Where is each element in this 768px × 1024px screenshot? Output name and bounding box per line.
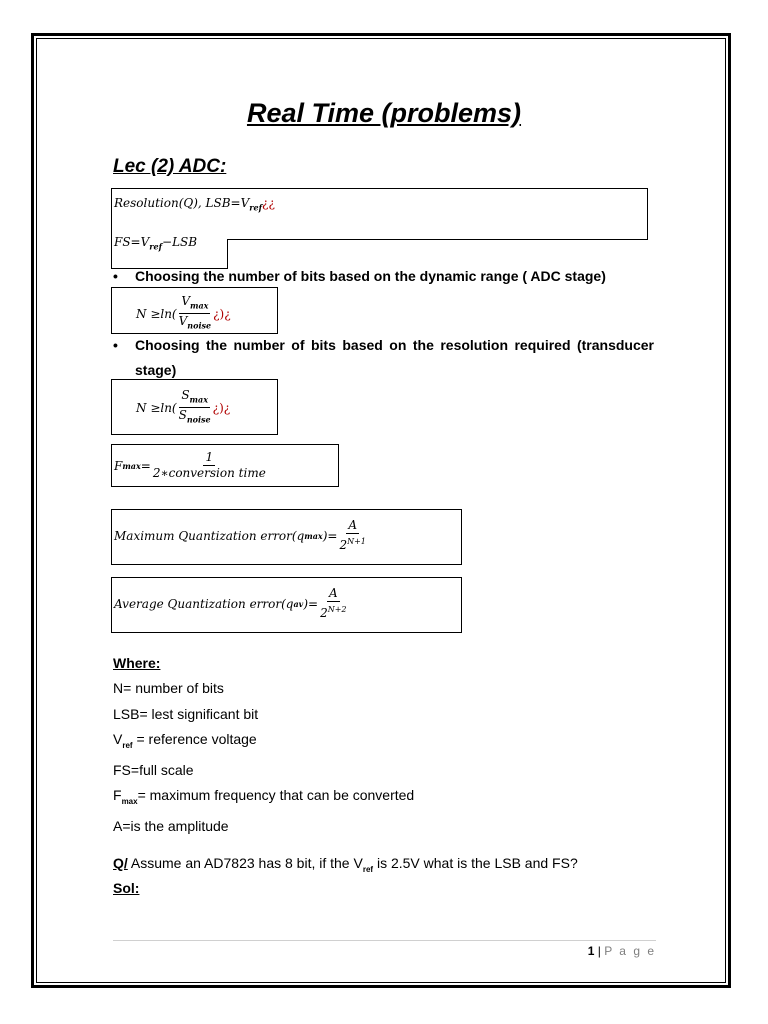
definition-item: LSB= lest significant bit xyxy=(113,705,259,722)
n-dynamic-formula: N ≥ln( $\frac{V_{max}}{V_{noise}}$ ¿)¿ xyxy=(136,294,231,331)
footer-divider xyxy=(113,940,656,941)
fmax-formula-box xyxy=(111,444,339,487)
avg-quantization-error-formula: Average Quantization error ( q av ) = $\frac{A}{2^{N+2}}$ xyxy=(114,586,347,620)
definitions-list xyxy=(113,651,414,840)
resolution-formula-box xyxy=(111,188,648,240)
definitions-heading: Where: xyxy=(113,655,161,671)
page-number: 1 xyxy=(587,944,595,958)
page-footer: 1 | P a g e xyxy=(587,944,656,958)
bullet-dynamic-range xyxy=(113,264,654,289)
fs-formula: $FS=V_{ref}-LSB$ xyxy=(114,235,198,252)
max-quantization-error-box xyxy=(111,509,462,565)
solution-label: Sol: xyxy=(113,880,140,896)
n-resolution-formula: N ≥ln( $\frac{S_{max}}{S_{noise}}$ ¿)¿ xyxy=(136,388,231,425)
bullet-resolution xyxy=(113,333,654,383)
page-title: Real Time (problems) xyxy=(246,98,522,128)
definition-item: N= number of bits xyxy=(113,680,224,697)
bullet-text: Choosing the number of bits based on the dynamic range ( ADC stage) xyxy=(135,268,606,284)
definition-item: $V_{ref}$ = reference voltage xyxy=(113,730,257,750)
definition-item: A=is the amplitude xyxy=(113,818,229,835)
fmax-formula: F max = $\frac{1}{\text{2∗conversion time}}$ xyxy=(114,450,266,480)
n-dynamic-formula-box xyxy=(111,287,278,334)
definition-item: FS=full scale xyxy=(113,761,194,778)
bullet-text: Choosing the number of bits based on the resolution required (transducer stage) xyxy=(135,337,654,378)
question: Q/ Assume an AD7823 has 8 bit, if the $V_{ref}$ is 2.5V what is the LSB and FS? xyxy=(113,855,578,874)
max-quantization-error-formula: Maximum Quantization error ( q max ) = $\frac{A}{2^{N+1}}$ xyxy=(114,518,366,552)
resolution-formula: Resolution(Q), $LSB=V_{ref}¿¿$ xyxy=(114,196,275,213)
lecture-heading: Lec (2) ADC: xyxy=(113,156,227,177)
definition-item: $F_{max}=$ maximum frequency that can be converted xyxy=(113,787,415,807)
bullet-icon: • xyxy=(113,268,118,284)
page-word: P a g e xyxy=(604,944,656,958)
question-label: Q/ xyxy=(113,855,128,871)
n-resolution-formula-box xyxy=(111,379,278,435)
avg-quantization-error-box xyxy=(111,577,462,633)
bullet-icon: • xyxy=(113,337,118,353)
